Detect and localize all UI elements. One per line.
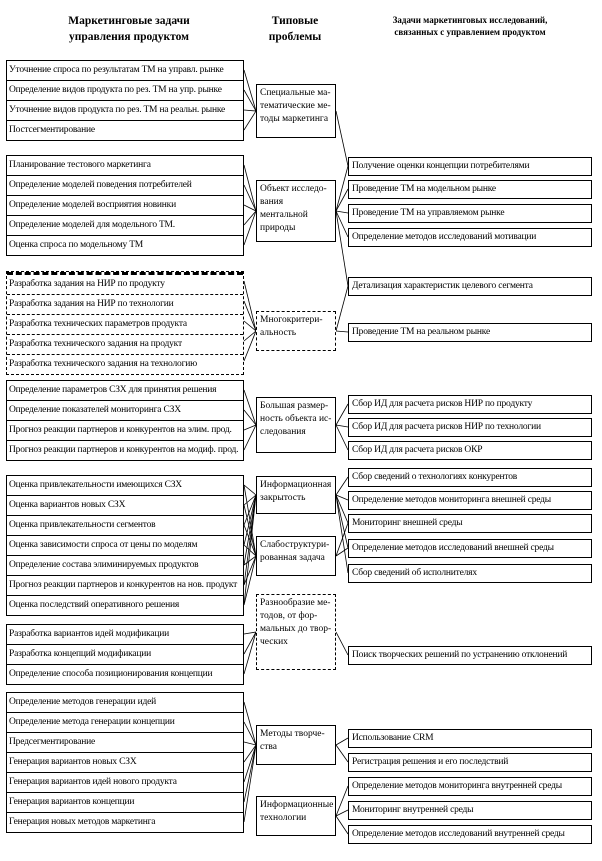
connector-line [244, 425, 256, 450]
task-group-row: Разработка вариантов идей модификации [9, 629, 170, 639]
task-group-row: Определение методов генерации идей [9, 697, 157, 707]
connector-line [336, 189, 348, 211]
research-task: Получение оценки концепции потребителями [348, 157, 592, 176]
task-group [6, 271, 244, 375]
problem-line: вания ментальной [260, 197, 308, 220]
connector-line [244, 702, 256, 745]
connector-line [336, 211, 348, 213]
problem-line: ческих [260, 637, 288, 647]
connector-line [336, 738, 348, 745]
research-task: Сбор сведений о технологиях конкурентов [348, 468, 592, 487]
connector-line [336, 477, 348, 495]
research-task: Сбор ИД для расчета рисков НИР по технологии [348, 418, 592, 437]
connector-line [244, 632, 256, 634]
task-group-row: Оценка вариантов новых СЗХ [7, 495, 243, 515]
problem-line: Специальные ма- [260, 88, 331, 98]
problem-line: ства [260, 742, 277, 752]
header-line: связанных с управлением продуктом [394, 27, 546, 38]
task-group-row: Определение видов продукта по рез. ТМ на упр. рынке [7, 80, 243, 100]
task-group-row: Генерация новых методов маркетинга [7, 812, 243, 832]
connector-line [336, 211, 348, 286]
problem-line: альность [260, 328, 297, 338]
task-group-row: Генерация вариантов идей нового продукта [7, 772, 243, 792]
connector-line [336, 331, 348, 332]
task-group-row: Оценка зависимости спроса от цены по моделям [7, 535, 243, 555]
connector-line [244, 745, 256, 782]
problem-line: природы [260, 223, 296, 233]
task-group-row: Уточнение видов продукта по рез. ТМ на реальн. рынке [7, 100, 243, 120]
connector-line [244, 90, 256, 111]
task-group-row: Определение моделей поведения потребителей [7, 175, 243, 195]
research-task: Регистрация решения и его последствий [348, 753, 592, 772]
problem-line: Большая размер- [260, 401, 329, 411]
task-group [6, 475, 244, 616]
research-task: Детализация характеристик целевого сегмента [348, 277, 592, 296]
task-group-row: Разработка задания на НИР по технологии [7, 294, 243, 314]
header-line: управления продуктом [69, 30, 189, 43]
connector-line [244, 632, 256, 654]
problem-line: Методы творче- [260, 729, 325, 739]
problem-line: Информационные [260, 800, 334, 810]
research-task: Определение методов исследований внешней среды [348, 539, 592, 558]
research-task: Проведение ТМ на реальном рынке [348, 323, 592, 342]
research-task: Сбор ИД для расчета рисков НИР по продукту [348, 395, 592, 414]
research-task: Определение методов мониторинга внутренней среды [348, 777, 592, 796]
research-task: Мониторинг внешней среды [348, 514, 592, 533]
connector-line [336, 111, 348, 166]
research-task: Проведение ТМ на модельном рынке [348, 180, 592, 199]
problem-line: тодов, от фор- [260, 611, 318, 621]
task-group-row: Генерация вариантов концепции [7, 792, 243, 812]
problem-box [256, 725, 336, 765]
research-task: Использование CRM [348, 729, 592, 748]
problem-box [256, 536, 336, 576]
problem-line: ность объекта ис- [260, 414, 332, 424]
problem-line: технологии [260, 813, 307, 823]
task-group-row: Уточнение спроса по результатам ТМ на управл. рынке [9, 65, 224, 75]
problem-box [256, 476, 336, 514]
task-group [6, 624, 244, 685]
research-task: Сбор ИД для расчета рисков ОКР [348, 441, 592, 460]
task-group-row: Оценка спроса по модельному ТМ [7, 235, 243, 255]
task-group-row: Разработка технических параметров продукта [7, 314, 243, 334]
problem-line: Объект исследо- [260, 184, 327, 194]
research-task: Проведение ТМ на управляемом рынке [348, 204, 592, 223]
task-group-row: Определение состава элиминируемых продуктов [7, 555, 243, 575]
task-group-row: Определение способа позиционирования концепции [7, 664, 243, 684]
connector-line [244, 211, 256, 245]
problem-box [256, 796, 336, 836]
problem-box [256, 180, 336, 242]
research-task: Мониторинг внутренней среды [348, 801, 592, 820]
task-group-row: Разработка технического задания на технологию [7, 354, 243, 374]
research-task: Сбор сведений об исполнителях [348, 564, 592, 583]
research-task: Определение методов мониторинга внешней среды [348, 491, 592, 510]
research-task: Определение методов исследований мотивации [348, 228, 592, 247]
problem-line: тематические ме- [260, 101, 331, 111]
connector-line [244, 410, 256, 425]
problem-line: следования [260, 427, 306, 437]
problem-line: Многокритери- [260, 315, 323, 325]
connector-line [336, 425, 348, 427]
connector-line [336, 495, 348, 573]
research-task: Определение методов исследований внутренней среды [348, 825, 592, 844]
header-line: Типовые [271, 15, 319, 27]
connector-line [336, 425, 348, 450]
connector-line [244, 70, 256, 111]
task-group-row: Постсегментирование [7, 120, 243, 140]
task-group-row: Прогноз реакции партнеров и конкурентов на элим. прод. [7, 420, 243, 440]
problem-line: Информационная [260, 480, 332, 490]
task-group [6, 60, 244, 141]
task-group [6, 380, 244, 461]
connector-line [336, 286, 348, 331]
task-group-row: Разработка задания на НИР по продукту [7, 272, 243, 294]
task-group-row: Оценка привлекательности имеющихся СЗХ [9, 480, 182, 490]
connector-line [336, 786, 348, 816]
problem-box [256, 397, 336, 453]
connector-line [336, 745, 348, 762]
connector-line [244, 745, 256, 822]
task-group-row: Прогноз реакции партнеров и конкурентов на модиф. прод. [7, 440, 243, 460]
problem-line: тоды маркетинга [260, 114, 329, 124]
connector-line [336, 632, 348, 655]
connector-line [244, 632, 256, 674]
problem-box [256, 311, 336, 351]
header-line: Маркетинговые задачи [68, 15, 190, 27]
task-group [6, 692, 244, 833]
header-line: проблемы [268, 30, 322, 43]
connector-line [244, 110, 256, 111]
task-group-row: Определение показателей мониторинга СЗХ [7, 400, 243, 420]
problem-line: Слабоструктури- [260, 540, 330, 550]
task-group-row: Разработка технического задания на продукт [7, 334, 243, 354]
connector-line [244, 742, 256, 745]
task-group [6, 155, 244, 256]
task-group-row: Генерация вариантов новых СЗХ [7, 752, 243, 772]
problem-box [256, 84, 336, 138]
connector-line [336, 166, 348, 211]
problem-line: закрытость [260, 493, 306, 503]
problem-line: мальных до твор- [260, 624, 332, 634]
task-group-row: Прогноз реакции партнеров и конкурентов на нов. продукт [7, 575, 243, 595]
connector-line [244, 390, 256, 425]
task-group-row: Разработка концепций модификации [7, 644, 243, 664]
research-task: Поиск творческих решений по устранению отклонений [348, 646, 592, 665]
header-line: Задачи маркетинговых исследований, [392, 15, 548, 25]
problem-box [256, 594, 336, 670]
connector-line [244, 111, 256, 130]
task-group-row: Определение моделей для модельного ТМ. [7, 215, 243, 235]
task-group-row: Определение метода генерации концепции [7, 712, 243, 732]
task-group-row: Оценка привлекательности сегментов [7, 515, 243, 535]
connector-line [336, 404, 348, 425]
task-group-row: Планирование тестового маркетинга [9, 160, 151, 170]
connector-line [244, 722, 256, 745]
task-group-row: Определение моделей восприятия новинки [7, 195, 243, 215]
task-group-row: Оценка последствий оперативного решения [7, 595, 243, 615]
problem-line: Разнообразие ме- [260, 598, 331, 608]
task-group-row: Предсегментирование [7, 732, 243, 752]
connector-line [336, 816, 348, 834]
problem-line: рованная задача [260, 553, 325, 563]
connector-line [244, 211, 256, 225]
task-group-row: Определение параметров СЗХ для принятия решения [9, 385, 217, 395]
